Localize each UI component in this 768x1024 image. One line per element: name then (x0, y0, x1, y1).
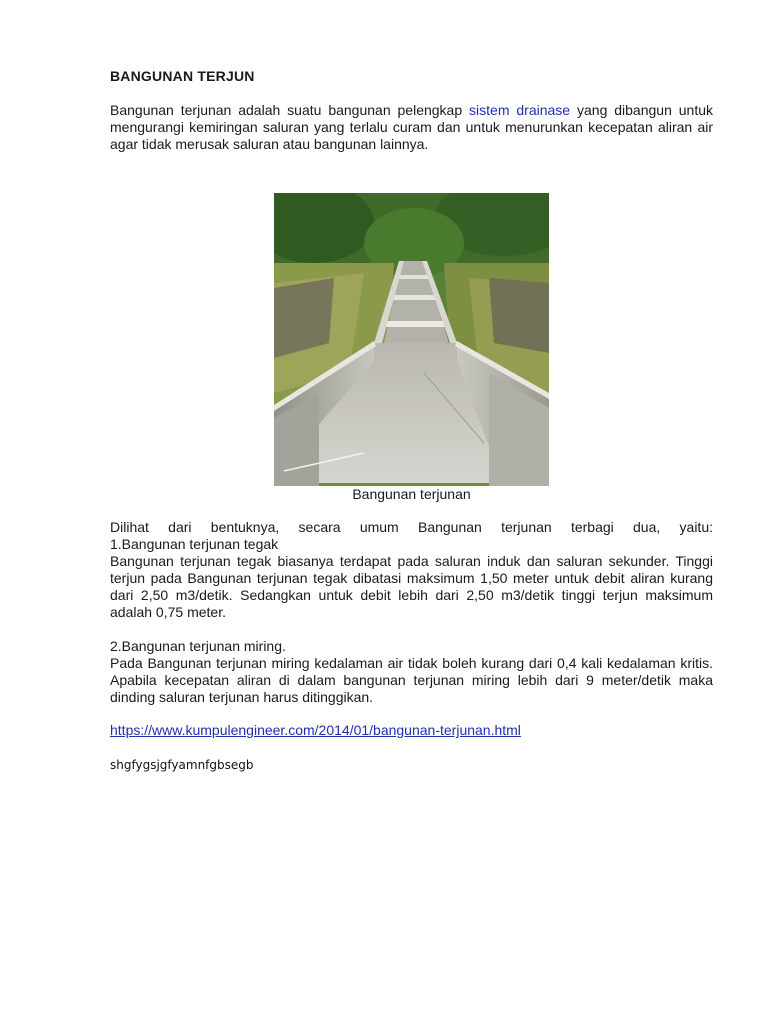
figure (110, 193, 713, 503)
intro-paragraph (110, 102, 713, 153)
intro-text-after: yang dibangun untuk mengurangi kemiringan saluran yang terlalu curam dan untuk menurunkan kecepatan aliran air agar tidak merusak saluran atau bangunan lainnya. (110, 102, 714, 152)
source-url-link[interactable]: https://www.kumpulengineer.com/2014/01/bangunan-terjunan.html (110, 722, 521, 738)
note-text: shgfygsjgfyamnfgbsegb (110, 758, 254, 772)
section2-body: Pada Bangunan terjunan miring kedalaman air tidak boleh kurang dari 0,4 kali kedalaman kritis. Apabila kecepatan aliran di dalam bangunan terjunan miring lebih dari 9 meter/detik maka dinding saluran terjunan harus ditinggikan. (110, 655, 713, 705)
document-body (110, 68, 713, 774)
section1-heading: 1.Bangunan terjunan tegak (110, 536, 279, 552)
sistem-drainase-link[interactable]: sistem drainase (469, 102, 571, 118)
section2-heading: 2.Bangunan terjunan miring. (110, 638, 286, 654)
document-title: BANGUNAN TERJUN (110, 68, 255, 84)
section1-lead: Dilihat dari bentuknya, secara umum Bangunan terjunan terbagi dua, yaitu: (110, 519, 713, 535)
drop-structure-photo (274, 193, 549, 486)
figure-caption: Bangunan terjunan (352, 486, 471, 502)
intro-text-before: Bangunan terjunan adalah suatu bangunan pelengkap (110, 102, 470, 118)
section1-body: Bangunan terjunan tegak biasanya terdapat pada saluran induk dan saluran sekunder. Tinggi terjun pada Bangunan terjunan tegak dibatasi maksimum 1,50 meter untuk debit aliran kurang dari 2,50 m3/detik. Sedangkan untuk debit lebih dari 2,50 m3/detik tinggi terjun maksimum adalah 0,75 meter. (110, 553, 713, 620)
